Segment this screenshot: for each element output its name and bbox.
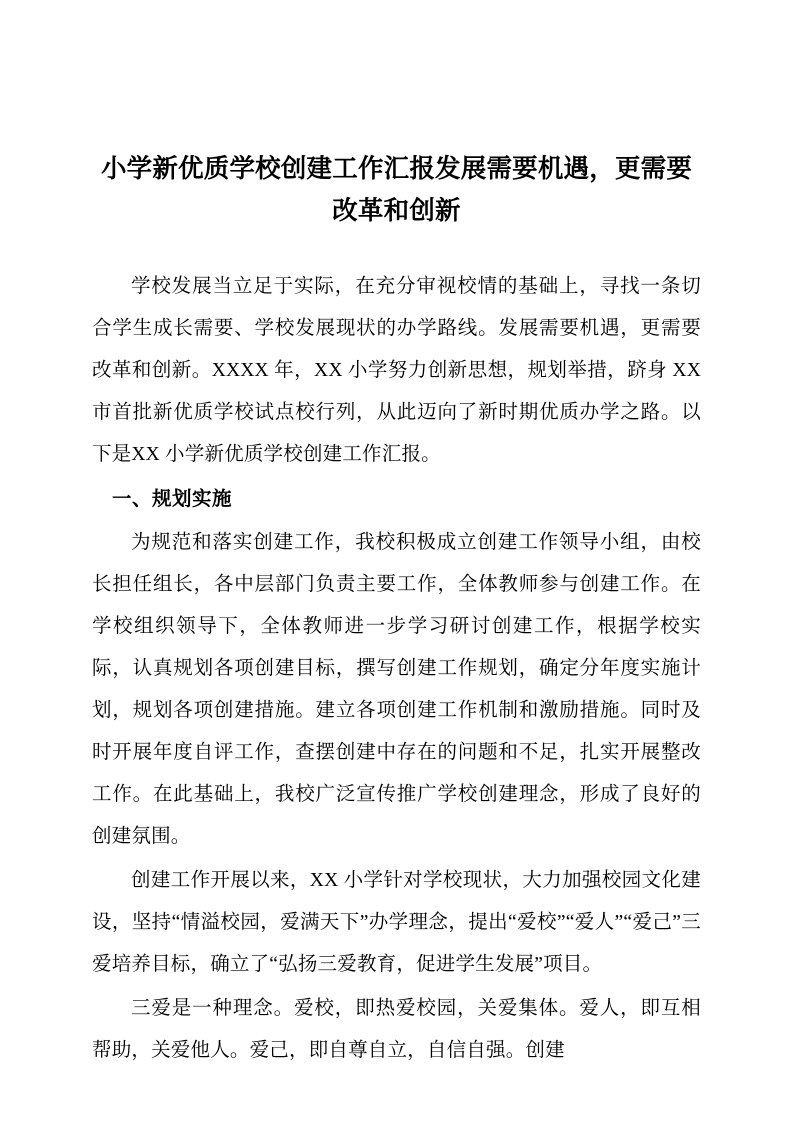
- page-title: 小学新优质学校创建工作汇报发展需要机遇，更需要改革和创新: [100, 155, 693, 225]
- paragraph-planning: 为规范和落实创建工作，我校积极成立创建工作领导小组，由校长担任组长，各中层部门负责主要工作，全体教师参与创建工作。在学校组织领导下，全体教师进一步学习研讨创建工作，根据学校实际，认真规划各项创建目标，撰写创建工作规划，确定分年度实施计划，规划各项创建措施。建立各项创建工作机制和激励措施。同时及时开展年度自评工作，查摆创建中存在的问题和不足，扎实开展整改工作。在此基础上，我校广泛宣传推广学校创建理念，形成了良好的创建氛围。: [92, 532, 701, 847]
- section-heading-1: 一、规划实施: [112, 488, 233, 510]
- paragraph-three-loves: 三爱是一种理念。爱校，即热爱校园，关爱集体。爱人，即互相帮助，关爱他人。爱己，即自尊自立，自信自强。创建: [92, 998, 701, 1061]
- paragraph-intro: 学校发展当立足于实际，在充分审视校情的基础上，寻找一条切合学生成长需要、学校发展现状的办学路线。发展需要机遇，更需要改革和创新。XXXX 年，XX 小学努力创新思想，规划举措，跻身 XX 市首批新优质学校试点校行列，从此迈向了新时期优质办学之路。以下是XX 小学新优质学校创建工作汇报。: [92, 276, 701, 465]
- paragraph-culture: 创建工作开展以来，XX 小学针对学校现状，大力加强校园文化建设，坚持“情溢校园，爱满天下”办学理念，提出“爱校”“爱人”“爱己”三爱培养目标，确立了“弘扬三爱教育，促进学生发展”项目。: [92, 870, 701, 975]
